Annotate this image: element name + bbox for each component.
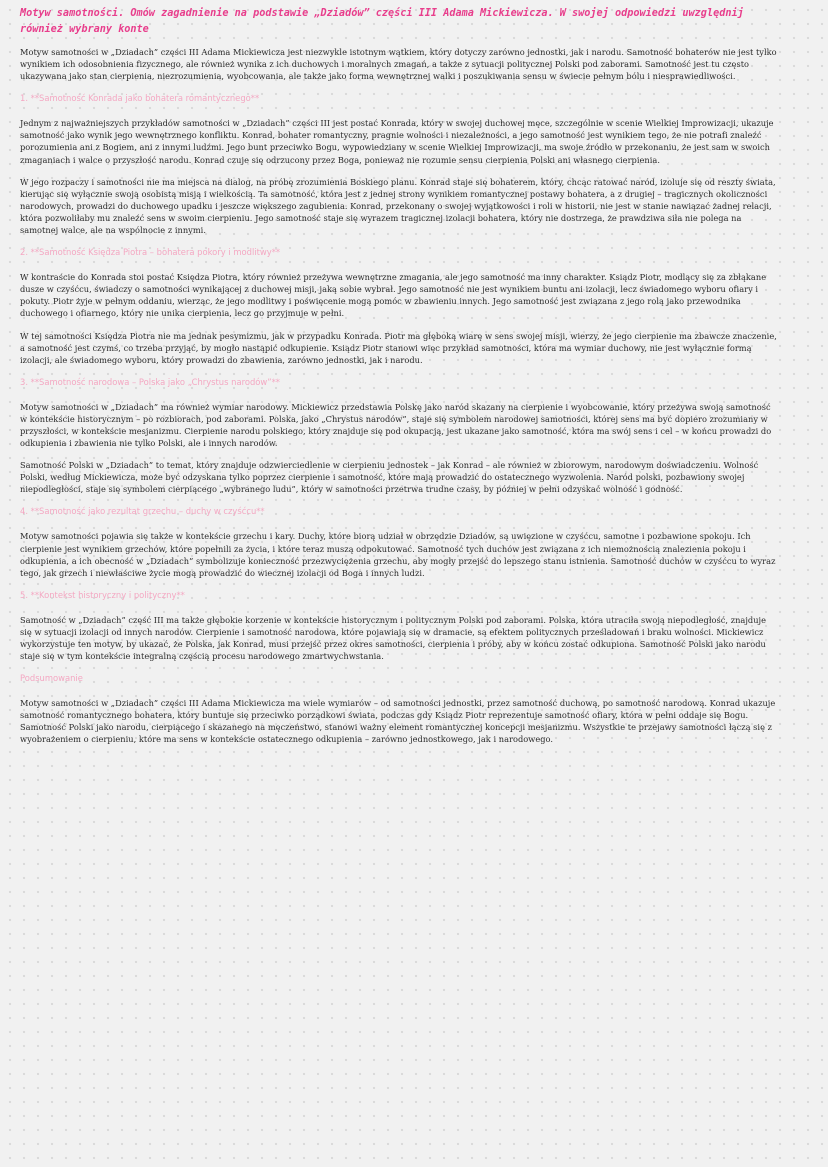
intro-paragraph: Motyw samotności w „Dziadach” części III Adama Mickiewicza jest niezwykle istotnym wątkiem, który dotyczy zarówno jednostki, jak i narodu. Samotność bohaterów nie jest tylko wynikiem ich odosobnienia fizycznego, ale również wynika z ich duchowych i moralnych zmagań, a także z sytuacji politycznej Polski pod zaborami. Samotność jest tu często ukazywana jako stan cierpienia, niezrozumienia, wyobcowania, ale także jako forma wewnętrznej walki i poszukiwania sensu w świecie pełnym bólu i niesprawiedliwości. — [20, 47, 777, 82]
paragraph: Motyw samotności w „Dziadach” części III Adama Mickiewicza ma wiele wymiarów – od samotności jednostki, przez samotność duchową, po samotność narodową. Konrad ukazuje samotność romantycznego bohatera, który buntuje się przeciwko porządkowi świata, podczas gdy Ksiądz Piotr reprezentuje samotność ofiary, która w pełni oddaje się Bogu. Samotność Polski jako narodu, cierpiącego i skazanego na męczeństwo, stanowi ważny element romantycznej koncepcji mesjanizmu. Wszystkie te przejawy samotności łączą się z wyobrażeniem o cierpieniu, które ma sens w kontekście ostatecznego odkupienia – zarówno jednostkowego, jak i narodowego. — [20, 698, 776, 745]
section-heading-sin: 4. **Samotność jako rezultat grzechu – duchy w czyśćcu** — [20, 506, 265, 517]
prompt-title: Motyw samotności. Omów zagadnienie na podstawie „Dziadów” części III Adama Mickiewicza. W swojej odpowiedzi uwzględnij również wybrany konte — [20, 8, 744, 35]
section-heading-ksiadz-piotr: 2. **Samotność Księdza Piotra – bohatera pokory i modlitwy** — [20, 247, 281, 258]
document-page — [20, 6, 780, 756]
paragraph: W jego rozpaczy i samotności nie ma miejsca na dialog, na próbę zrozumienia Boskiego planu. Konrad staje się bohaterem, który, chcąc ratować naród, izoluje się od reszty świata, kierując się wyłącznie swoją osobistą misją i wielkością. Ta samotność, która jest z jednej strony wynikiem romantycznej postawy bohatera, a z drugiej – tragicznych okoliczności narodowych, prowadzi do duchowego upadku i jeszcze większego zagubienia. Konrad, przekonany o swojej wyjątkowości i roli w historii, nie jest w stanie nawiązać żadnej relacji, która pozwoliłaby mu znaleźć sens w swoim cierpieniu. Jego samotność staje się wyrazem tragicznej izolacji bohatera, który nie dostrzega, że prawdziwa siła nie polega na samotnej walce, ale na wspólnocie z innymi. — [20, 176, 776, 236]
paragraph: Motyw samotności pojawia się także w kontekście grzechu i kary. Duchy, które biorą udział w obrzędzie Dziadów, są uwięzione w czyśćcu, samotne i pozbawione spokoju. Ich cierpienie jest wynikiem grzechów, które popełnili za życia, i które teraz muszą odpokutować. Samotność tych duchów jest związana z ich niemożnością znalezienia pokoju i odkupienia, a ich obecność w „Dziadach” symbolizuje konieczność przezwyciężenia grzechu, aby mogły przejść do lepszego stanu istnienia. Samotność duchów w czyśćcu to wyraz tego, jak grzech i niewłaściwe życie mogą prowadzić do wiecznej izolacji od Boga i innych ludzi. — [20, 531, 776, 578]
paragraph: W tej samotności Księdza Piotra nie ma jednak pesymizmu, jak w przypadku Konrada. Piotr ma głęboką wiarę w sens swojej misji, wierzy, że jego cierpienie ma zbawcze znaczenie, a samotność jest czymś, co trzeba przyjąć, by mogło nastąpić odkupienie. Ksiądz Piotr stanowi więc przykład samotności, która ma wymiar duchowy, nie jest wyłącznie formą izolacji, ale świadomego wyboru, który prowadzi do zbawienia, zarówno jednostki, jak i narodu. — [20, 330, 777, 365]
section-heading-national: 3. **Samotność narodowa – Polska jako „Chrystus narodów”** — [20, 376, 280, 387]
paragraph: Jednym z najważniejszych przykładów samotności w „Dziadach” części III jest postać Konrada, który w swojej duchowej męce, szczególnie w scenie Wielkiej Improwizacji, ukazuje samotność jako wynik jego wewnętrznego konfliktu. Konrad, bohater romantyczny, pragnie wolności i niezależności, a jego samotność jest wynikiem tego, że nie potrafi znaleźć porozumienia ani z Bogiem, ani z innymi ludźmi. Jego bunt przeciwko Bogu, wypowiedziany w scenie Wielkiej Improwizacji, ma swoje źródło w przekonaniu, że jest sam w swoich zmaganiach i walce o przyszłość narodu. Konrad czuje się odrzucony przez Boga, ponieważ nie rozumie sensu cierpienia Polski ani własnego cierpienia. — [20, 118, 774, 165]
paragraph: Samotność Polski w „Dziadach” to temat, który znajduje odzwierciedlenie w cierpieniu jednostek – jak Konrad – ale również w zbiorowym, narodowym doświadczeniu. Wolność Polski, według Mickiewicza, może być odzyskana tylko poprzez cierpienie i samotność, które mają prowadzić do ostatecznego wyzwolenia. Naród polski, pozbawiony swojej niepodległości, staje się symbolem cierpiącego „wybranego ludu”, który w samotności przetrwa trudne czasy, by później w pełni odzyskać wolność i godność. — [20, 460, 759, 495]
section-heading-summary: Podsumowanie — [20, 673, 83, 684]
section-heading-historical: 5. **Kontekst historyczny i polityczny** — [20, 589, 185, 600]
section-heading-konrad: 1. **Samotność Konrada jako bohatera romantycznego** — [20, 93, 260, 104]
paragraph: Motyw samotności w „Dziadach” ma również wymiar narodowy. Mickiewicz przedstawia Polskę jako naród skazany na cierpienie i wyobcowanie, który przeżywa swoją samotność w kontekście historycznym – po rozbiorach, pod zaborami. Polska, jako „Chrystus narodów”, staje się symbolem narodowej samotności, której sens ma być dopiero zrozumiany w przyszłości, w kontekście mesjanizmu. Cierpienie narodu polskiego, który znajduje się pod okupacją, jest ukazane jako samotność, która ma swój sens i cel – w końcu prowadzi do odkupienia i zbawienia nie tylko Polski, ale i innych narodów. — [20, 401, 772, 449]
paragraph: W kontraście do Konrada stoi postać Księdza Piotra, który również przeżywa wewnętrzne zmagania, ale jego samotność ma inny charakter. Ksiądz Piotr, modlący się za zbłąkane dusze w czyśćcu, świadczy o samotności wynikającej z duchowej misji, jaką sobie wybrał. Jego samotność nie jest wynikiem buntu ani izolacji, lecz świadomego wyboru ofiary i pokuty. Piotr żyje w pełnym oddaniu, wierząc, że jego modlitwy i poświęcenie mogą pomóc w zbawieniu innych. Jego samotność jest związana z jego rolą jako przewodnika duchowego i ofiarnego, który nie unika cierpienia, lecz go przyjmuje w pełni. — [20, 272, 767, 319]
paragraph: Samotność w „Dziadach” część III ma także głębokie korzenie w kontekście historycznym i politycznym Polski pod zaborami. Polska, która utraciła swoją niepodległość, znajduje się w sytuacji izolacji od innych narodów. Cierpienie i samotność narodowa, które pojawiają się w dramacie, są efektem politycznych prześladowań i braku wolności. Mickiewicz wykorzystuje ten motyw, by ukazać, że Polska, jak Konrad, musi przejść przez okres samotności, cierpienia i próby, aby w końcu zostać odkupiona. Samotność Polski jako narodu staje się w tym kontekście integralną częścią procesu narodowego zmartwychwstania. — [20, 614, 767, 662]
